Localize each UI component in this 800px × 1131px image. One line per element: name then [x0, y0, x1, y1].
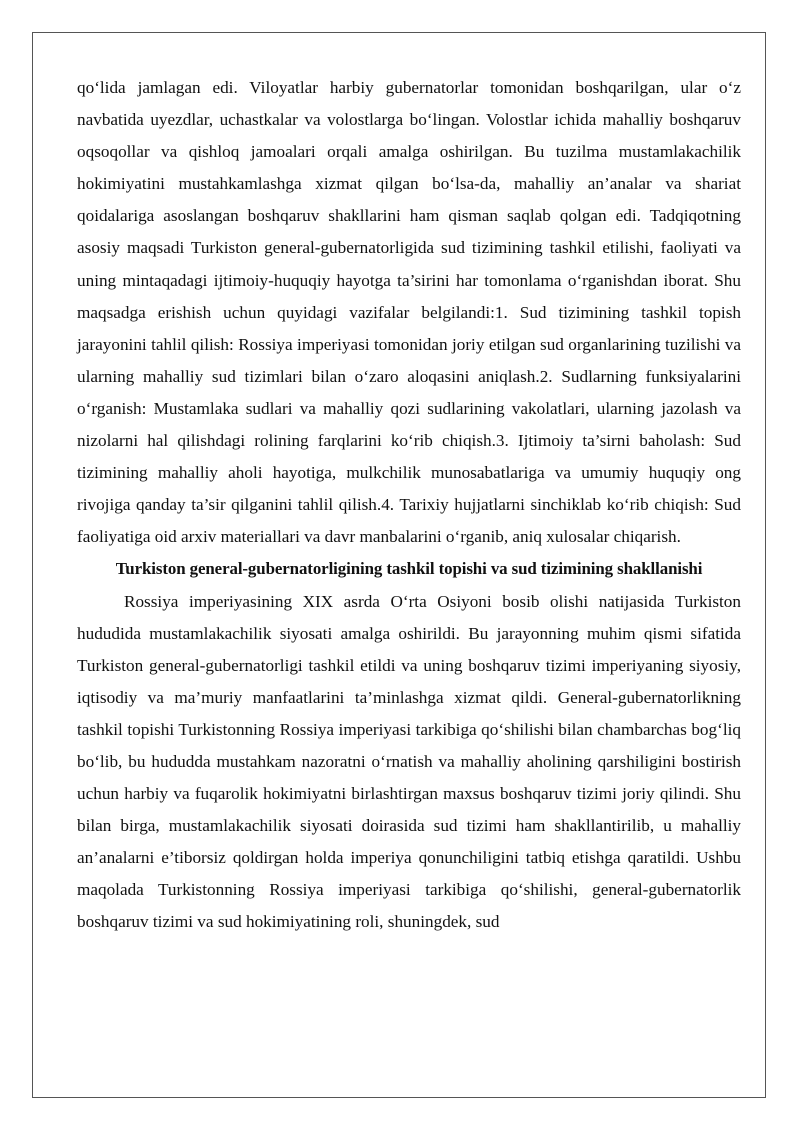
document-body [77, 72, 741, 939]
body-paragraph-1: qo‘lida jamlagan edi. Viloyatlar harbiy gubernatorlar tomonidan boshqarilgan, ular o‘z navbatida uyezdlar, uchastkalar va volostlarga bo‘lingan. Volostlar ichida mahalliy boshqaruv oqsoqollar va qishloq jamoalari orqali amalga oshirilgan. Bu tuzilma mustamlakachilik hokimiyatini mustahkamlashga xizmat qilgan bo‘lsa-da, mahalliy an’analar va shariat qoidalariga asoslangan boshqaruv shakllarini ham qisman saqlab qolgan edi. Tadqiqotning asosiy maqsadi Turkiston general-gubernatorligida sud tizimining tashkil etilishi, faoliyati va uning mintaqadagi ijtimoiy-huquqiy hayotga ta’sirini har tomonlama o‘rganishdan iborat. Shu maqsadga erishish uchun quyidagi vazifalar belgilandi:1. Sud tizimining tashkil topish jarayonini tahlil qilish: Rossiya imperiyasi tomonidan joriy etilgan sud organlarining tuzilishi va ularning mahalliy sud tizimlari bilan o‘zaro aloqasini aniqlash.2. Sudlarning funksiyalarini o‘rganish: Mustamlaka sudlari va mahalliy qozi sudlarining vakolatlari, ularning jazolash va nizolarni hal qilishdagi rolining farqlarini ko‘rib chiqish.3. Ijtimoiy ta’sirni baholash: Sud tizimining mahalliy aholi hayotiga, mulkchilik munosabatlariga va umumiy huquqiy ong rivojiga qanday ta’sir qilganini tahlil qilish.4. Tarixiy hujjatlarni sinchiklab ko‘rib chiqish: Sud faoliyatiga oid arxiv materiallari va davr manbalarini o‘rganib, aniq xulosalar chiqarish. [77, 78, 741, 547]
section-heading: Turkiston general-gubernatorligining tashkil topishi va sud tizimining shakllanishi [115, 559, 703, 579]
body-paragraph-2: Rossiya imperiyasining XIX asrda O‘rta Osiyoni bosib olishi natijasida Turkiston hududida mustamlakachilik siyosati amalga oshirildi. Bu jarayonning muhim qismi sifatida Turkiston general-gubernatorligi tashkil etildi va uning boshqaruv tizimi imperiyaning siyosiy, iqtisodiy va ma’muriy manfaatlarini ta’minlashga xizmat qildi. General-gubernatorlikning tashkil topishi Turkistonning Rossiya imperiyasi tarkibiga qo‘shilishi bilan chambarchas bog‘liq bo‘lib, bu hududda mustahkam nazoratni o‘rnatish va mahalliy aholining qarshiligini bostirish uchun harbiy va fuqarolik hokimiyatni birlashtirgan maxsus boshqaruv tizimi joriy qilindi. Shu bilan birga, mustamlakachilik siyosati doirasida sud tizimi ham shakllantirilib, u mahalliy an’analarni e’tiborsiz qoldirgan holda imperiya qonunchiligini tatbiq etishga qaratildi. Ushbu maqolada Turkistonning Rossiya imperiyasi tarkibiga qo‘shilishi, general-gubernatorlik boshqaruv tizimi va sud hokimiyatining roli, shuningdek, sud [77, 591, 741, 932]
